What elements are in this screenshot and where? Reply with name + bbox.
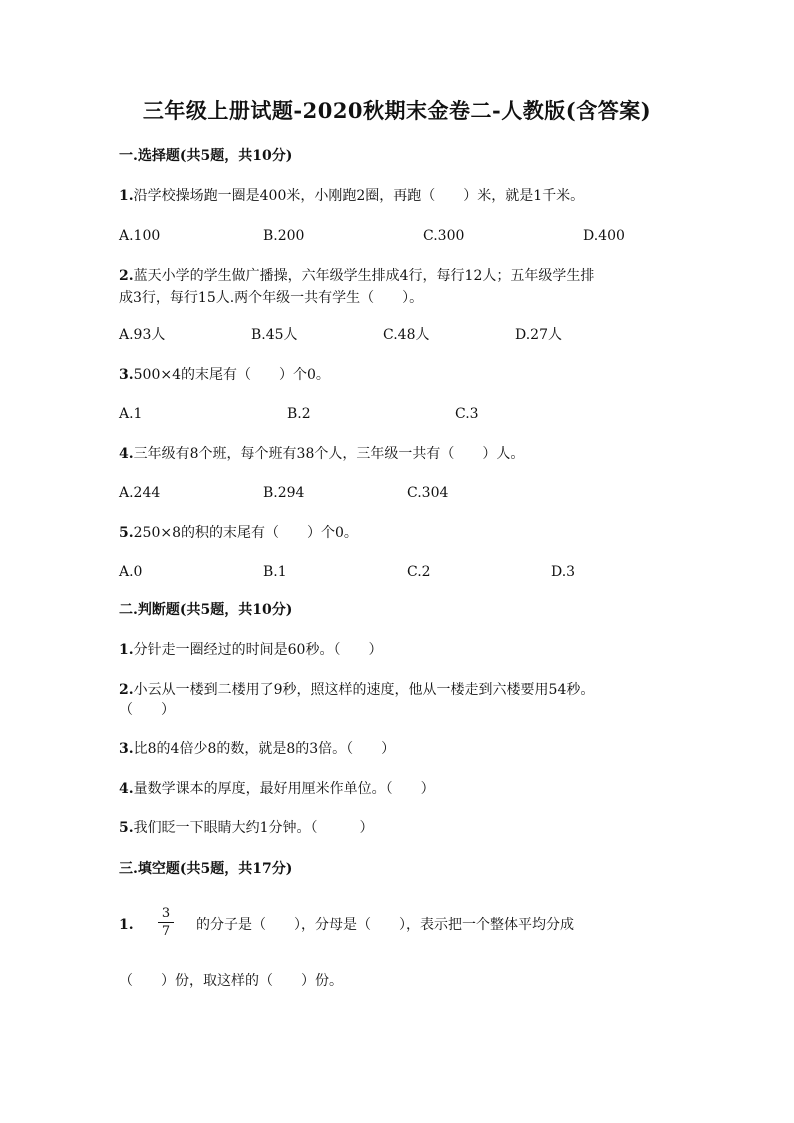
question-number: 5. (119, 525, 134, 541)
question-text: 量数学课本的厚度，最好用厘米作单位。（ ） (133, 781, 435, 797)
question-number: 4. (119, 446, 134, 462)
fraction-bar (158, 922, 174, 923)
section-heading-judge: 二.判断题(共5题，共10分) (119, 602, 293, 618)
question-text: 500×4的末尾有（ ）个0。 (133, 367, 330, 383)
question-number: 3. (119, 367, 134, 383)
option-b: B.294 (263, 485, 305, 501)
fill-question-1-number: 1. (119, 917, 134, 933)
option-c: C.300 (423, 228, 465, 244)
option-a: A.244 (119, 485, 161, 501)
judge-question-5 (119, 818, 374, 838)
judge-question-2-continued: （ ） (119, 702, 175, 718)
question-1 (119, 186, 584, 206)
option-b: B.1 (263, 564, 287, 580)
question-text: 我们眨一下眼睛大约1分钟。（ ） (133, 820, 374, 836)
question-2-continued: 成3行，每行15人.两个年级一共有学生（ ）。 (119, 290, 424, 306)
question-number: 3. (119, 741, 134, 757)
question-5 (119, 523, 358, 543)
question-text: 蓝天小学的学生做广播操，六年级学生排成4行，每行12人；五年级学生排 (133, 268, 595, 284)
page-title: 三年级上册试题-2020秋期末金卷二-人教版(含答案) (142, 98, 652, 123)
option-b: B.200 (263, 228, 305, 244)
option-b: B.2 (287, 406, 311, 422)
section-heading-choice: 一.选择题(共5题，共10分) (119, 148, 293, 164)
judge-question-4 (119, 779, 435, 799)
option-d: D.400 (583, 228, 625, 244)
option-c: C.304 (407, 485, 449, 501)
question-text: 250×8的积的末尾有（ ）个0。 (133, 525, 358, 541)
question-number: 1. (119, 642, 134, 658)
option-d: D.3 (551, 564, 576, 580)
fraction-numerator: 3 (161, 906, 171, 921)
question-4 (119, 444, 524, 464)
question-text: 三年级有8个班，每个班有38个人，三年级一共有（ ）人。 (133, 446, 525, 462)
fraction-denominator: 7 (161, 924, 171, 939)
option-a: A.100 (119, 228, 161, 244)
option-b: B.45人 (251, 327, 298, 343)
question-number: 2. (119, 682, 134, 698)
option-a: A.0 (119, 564, 143, 580)
question-text: 沿学校操场跑一圈是400米，小刚跑2圈，再跑（ ）米，就是1千米。 (133, 188, 585, 204)
option-c: C.2 (407, 564, 431, 580)
option-d: D.27人 (515, 327, 562, 343)
question-text: 比8的4倍少8的数，就是8的3倍。（ ） (133, 741, 396, 757)
question-3 (119, 365, 330, 385)
question-text: 小云从一楼到二楼用了9秒，照这样的速度，他从一楼走到六楼要用54秒。 (133, 682, 595, 698)
fill-question-1-text: 的分子是（ ），分母是（ ），表示把一个整体平均分成 (196, 917, 574, 933)
question-number: 1. (119, 188, 134, 204)
question-text: 分针走一圈经过的时间是60秒。（ ） (133, 642, 383, 658)
option-a: A.93人 (119, 327, 166, 343)
fraction (158, 906, 174, 939)
fill-question-1-continued: （ ）份，取这样的（ ）份。 (119, 973, 343, 989)
judge-question-1 (119, 640, 382, 660)
judge-question-3 (119, 739, 395, 759)
option-c: C.3 (455, 406, 479, 422)
option-c: C.48人 (383, 327, 430, 343)
question-number: 2. (119, 268, 134, 284)
judge-question-2 (119, 680, 594, 700)
option-a: A.1 (119, 406, 143, 422)
question-2 (119, 266, 594, 286)
section-heading-fill: 三.填空题(共5题，共17分) (119, 861, 293, 877)
question-number: 4. (119, 781, 134, 797)
question-number: 5. (119, 820, 134, 836)
